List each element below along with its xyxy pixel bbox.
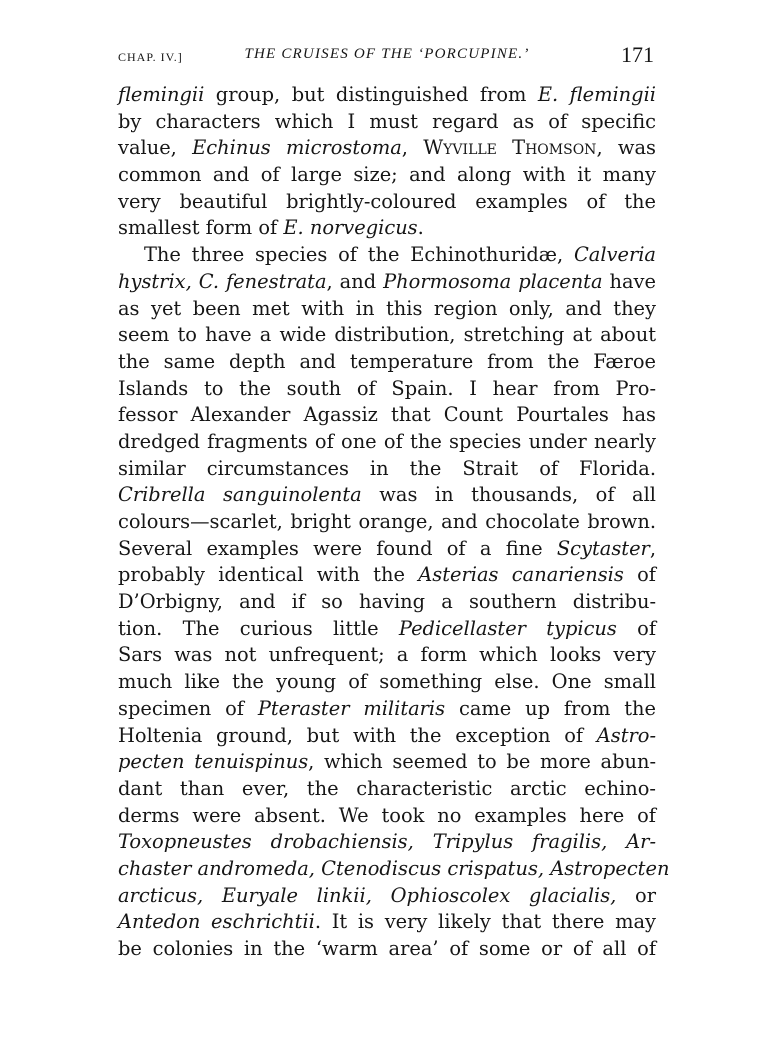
italic-text-run: chaster andromeda, Ctenodiscus crispatus, Astropecten (118, 856, 670, 880)
text-line (118, 349, 656, 376)
italic-text-run: E. norvegicus (283, 216, 418, 240)
paragraph-start-line (118, 242, 656, 269)
body-text (118, 82, 670, 963)
text-run: . (417, 216, 424, 240)
text-run: by characters which I must regard as of specific (118, 109, 656, 133)
text-line (118, 429, 656, 456)
text-line (118, 402, 656, 429)
text-run: smallest form of (118, 216, 284, 240)
italic-text-run: Calveria (573, 243, 656, 267)
text-line (118, 883, 656, 910)
text-line (118, 616, 656, 643)
text-run: as yet been met with in this region only, and they (118, 296, 656, 320)
italic-text-run: Scytaster (556, 536, 650, 560)
text-line (118, 482, 656, 509)
text-line (118, 562, 656, 589)
text-line (118, 322, 656, 349)
text-line (118, 189, 656, 216)
text-run: Sars was not unfrequent; a form which looks very (118, 643, 656, 667)
text-line (118, 776, 656, 803)
running-header (118, 44, 656, 74)
text-line (118, 162, 656, 189)
text-run: the same depth and temperature from the Færoe (118, 349, 656, 373)
italic-text-run: Asterias canariensis (418, 563, 624, 587)
text-run: Holtenia ground, but with the exception of (118, 723, 597, 747)
text-line (118, 909, 656, 936)
text-run: , was (596, 136, 656, 160)
text-run: , and (326, 269, 384, 293)
text-run: D’Orbigny, and if so having a southern distribu- (118, 590, 656, 614)
text-line (118, 696, 656, 723)
italic-text-run: Toxopneustes drobachiensis, Tripylus fragilis, Ar- (118, 830, 656, 854)
text-run: of (616, 616, 656, 640)
text-line (118, 215, 656, 242)
italic-text-run: flemingii (118, 83, 205, 106)
text-run: colours—scarlet, bright orange, and chocolate brown. (118, 510, 656, 533)
running-title: THE CRUISES OF THE ‘PORCUPINE.’ (244, 46, 530, 62)
text-line (118, 749, 656, 776)
text-run: or (616, 883, 657, 907)
text-run: The three species of the Echinothuridæ, (144, 243, 574, 267)
text-line (118, 669, 656, 696)
italic-text-run: hystrix, C. fenestrata (118, 269, 327, 293)
text-run: , (401, 136, 424, 160)
text-line (118, 723, 656, 750)
small-caps-text-run: Wyville Thomson (423, 136, 597, 160)
text-line (118, 803, 656, 830)
text-run: seem to have a wide distribution, stretching at about (118, 323, 656, 347)
italic-text-run: Antedon eschrichtii (118, 910, 315, 934)
chapter-reference: CHAP. IV.] (118, 50, 183, 64)
text-run: dant than ever, the characteristic arctic echino- (118, 776, 656, 800)
italic-text-run: Echinus microstoma (192, 136, 402, 160)
italic-text-run: Pteraster militaris (257, 696, 446, 720)
text-line (118, 109, 656, 136)
page-number: 171 (621, 42, 654, 67)
text-line (118, 82, 656, 109)
text-run: be colonies in the ‘warm area’ of some or of all of (118, 937, 656, 960)
text-line (118, 856, 670, 883)
text-run: specimen of (118, 696, 258, 720)
text-run: very beautiful brightly-coloured examples of the (118, 189, 656, 213)
text-run: dredged fragments of one of the species under nearly (118, 429, 656, 453)
text-run: , which seemed to be more abun- (308, 750, 657, 774)
italic-text-run: arcticus, Euryale linkii, Ophioscolex glacialis, (118, 883, 617, 907)
italic-text-run: pecten tenuispinus (118, 750, 309, 774)
text-line (118, 296, 656, 323)
text-run: was in thousands, of all (361, 483, 656, 507)
text-line (118, 642, 656, 669)
text-run: have (602, 269, 656, 293)
text-run: tion. The curious little (118, 616, 399, 640)
text-line (118, 536, 656, 563)
text-line (118, 456, 656, 483)
text-run: probably identical with the (118, 563, 419, 587)
text-line (118, 936, 656, 963)
italic-text-run: E. flemingii (537, 83, 656, 106)
text-run: group, but distinguished from (204, 83, 538, 106)
text-run: fessor Alexander Agassiz that Count Pourtales has (118, 403, 656, 427)
text-line (118, 829, 656, 856)
text-run: derms were absent. We took no examples here of (118, 803, 656, 827)
italic-text-run: Cribrella sanguinolenta (118, 483, 362, 507)
text-run: value, (118, 136, 193, 160)
text-run: came up from the (445, 696, 656, 720)
text-line (118, 589, 656, 616)
italic-text-run: Pedicellaster typicus (398, 616, 617, 640)
text-run: Islands to the south of Spain. I hear from Pro- (118, 376, 656, 400)
text-line (118, 376, 656, 403)
text-run: Several examples were found of a fine (118, 536, 557, 560)
text-run: common and of large size; and along with it many (118, 163, 656, 187)
text-line (118, 135, 656, 162)
text-run: much like the young of something else. One small (118, 670, 656, 694)
text-line (118, 269, 656, 296)
text-line (118, 509, 656, 536)
text-run: similar circumstances in the Strait of Florida. (118, 456, 656, 480)
italic-text-run: Phormosoma placenta (383, 269, 603, 293)
text-run: . It is very likely that there may (314, 910, 656, 934)
text-run: , (649, 536, 656, 560)
text-run: of (623, 563, 656, 587)
italic-text-run: Astro- (596, 723, 656, 747)
